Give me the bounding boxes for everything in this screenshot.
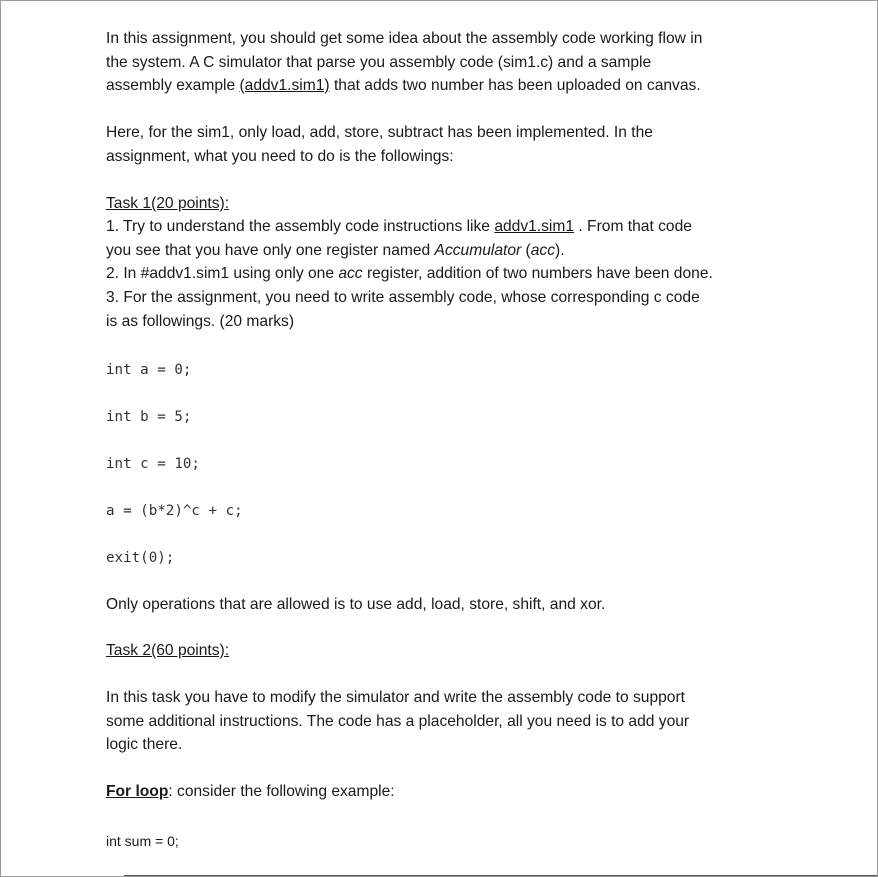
task2-line-1: In this task you have to modify the simulator and write the assembly code to support — [106, 689, 685, 706]
for-loop-line — [106, 782, 395, 802]
task1-line-4: 3. For the assignment, you need to write assembly code, whose corresponding c code — [106, 289, 700, 306]
sum-code-line: int sum = 0; — [106, 833, 179, 849]
addv1-link[interactable]: (addv1.sim1) — [239, 77, 330, 94]
task1-line-2-mid: ( — [521, 242, 531, 259]
scope-line-2: assignment, what you need to do is the followings: — [106, 148, 454, 165]
task1-line-3 — [106, 264, 713, 284]
intro-line-1: In this assignment, you should get some idea about the assembly code working flow in — [106, 30, 703, 47]
page-bottom-rule — [124, 875, 877, 876]
task2-line-3: logic there. — [106, 736, 183, 753]
task1-line-3-pre: 2. In #addv1.sim1 using only one — [106, 265, 339, 282]
task1-line-2-pre: you see that you have only one register named — [106, 242, 435, 259]
code-line-5: exit(0); — [106, 550, 175, 566]
code-line-2: int b = 5; — [106, 409, 192, 425]
task1-line-5: is as followings. (20 marks) — [106, 313, 295, 330]
code-line-3: int c = 10; — [106, 456, 200, 472]
task1-line-2-post: ). — [555, 242, 565, 259]
task1-line-1-pre: 1. Try to understand the assembly code instructions like — [106, 218, 495, 235]
allowed-operations: Only operations that are allowed is to use add, load, store, shift, and xor. — [106, 596, 606, 613]
intro-line-3-pre: assembly example — [106, 77, 240, 94]
scope-line-1: Here, for the sim1, only load, add, store, subtract has been implemented. In the — [106, 124, 653, 141]
task2-heading: Task 2(60 points): — [106, 642, 230, 659]
acc-term: acc — [530, 242, 556, 259]
code-line-1: int a = 0; — [106, 362, 192, 378]
task2-line-2: some additional instructions. The code has a placeholder, all you need is to add your — [106, 713, 690, 730]
for-loop-text: : consider the following example: — [168, 783, 395, 800]
intro-line-2: the system. A C simulator that parse you assembly code (sim1.c) and a sample — [106, 54, 652, 71]
intro-line-3 — [106, 76, 701, 96]
acc-term-2: acc — [338, 265, 363, 282]
task1-heading: Task 1(20 points): — [106, 195, 230, 212]
intro-line-3-post: that adds two number has been uploaded on canvas. — [329, 77, 701, 94]
code-line-4: a = (b*2)^c + c; — [106, 503, 243, 519]
task1-line-1-post: . From that code — [574, 218, 692, 235]
accumulator-term: Accumulator — [434, 242, 522, 259]
for-loop-label: For loop — [106, 783, 169, 800]
task1-line-2 — [106, 241, 565, 261]
addv1-link-2[interactable]: addv1.sim1 — [494, 218, 575, 235]
task1-line-1 — [106, 217, 692, 237]
task1-line-3-post: register, addition of two numbers have been done. — [362, 265, 713, 282]
